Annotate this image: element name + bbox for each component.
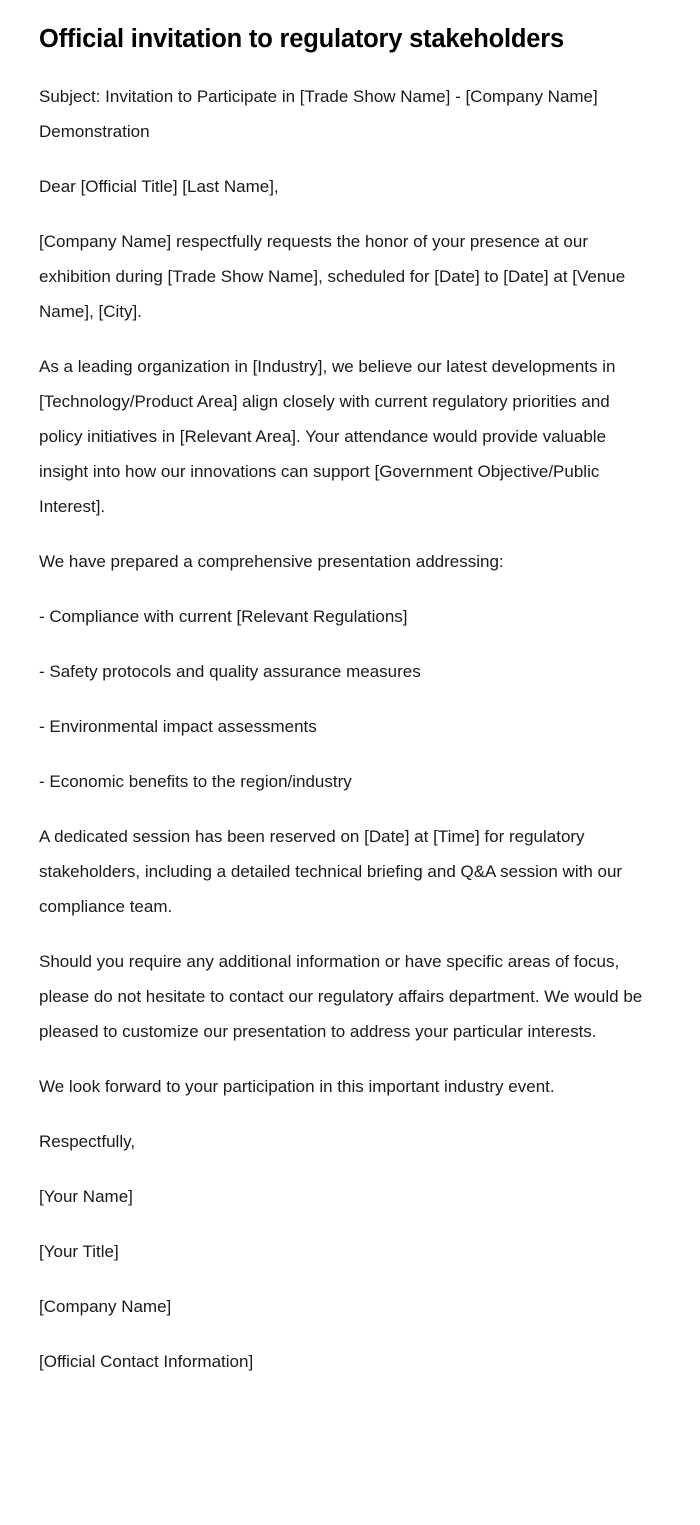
dedicated-session-paragraph: A dedicated session has been reserved on [Date] at [Time] for regulatory stakeholders, including a detailed technical briefing and Q&A session with our compliance team.: [39, 826, 623, 916]
additional-information-paragraph: Should you require any additional information or have specific areas of focus, please do not hesitate to contact our regulatory affairs department. We would be pleased to customize our presentation to address your particular interests.: [39, 951, 643, 1041]
bullet-safety: - Safety protocols and quality assurance measures: [39, 661, 421, 681]
bottom-spacer: [39, 1379, 661, 1415]
bullet-economic: - Economic benefits to the region/industry: [39, 771, 352, 791]
bullet-compliance: - Compliance with current [Relevant Regulations]: [39, 606, 408, 626]
signature-your-name: [Your Name]: [39, 1186, 133, 1206]
salutation: Dear [Official Title] [Last Name],: [39, 176, 279, 196]
closing-paragraph: We look forward to your participation in this important industry event.: [39, 1076, 555, 1096]
organization-paragraph: As a leading organization in [Industry], we believe our latest developments in [Technology/Product Area] align closely with current regulatory priorities and policy initiatives in [Relevant Area]. Your attendance would provide valuable insight into how our innovations can support [Government Objective/Public Interest].: [39, 356, 616, 516]
bullet-environmental: - Environmental impact assessments: [39, 716, 317, 736]
signature-your-title: [Your Title]: [39, 1241, 119, 1261]
page-title: Official invitation to regulatory stakeholders: [39, 25, 564, 53]
request-paragraph: [Company Name] respectfully requests the honor of your presence at our exhibition during [Trade Show Name], scheduled for [Date] to [Date] at [Venue Name], [City].: [39, 231, 626, 321]
sign-off: Respectfully,: [39, 1131, 136, 1151]
presentation-intro: We have prepared a comprehensive presentation addressing:: [39, 551, 504, 571]
document-body: [39, 79, 661, 1379]
subject-line: Subject: Invitation to Participate in [Trade Show Name] - [Company Name] Demonstration: [39, 86, 598, 141]
signature-contact-information: [Official Contact Information]: [39, 1351, 254, 1371]
signature-company-name: [Company Name]: [39, 1296, 172, 1316]
